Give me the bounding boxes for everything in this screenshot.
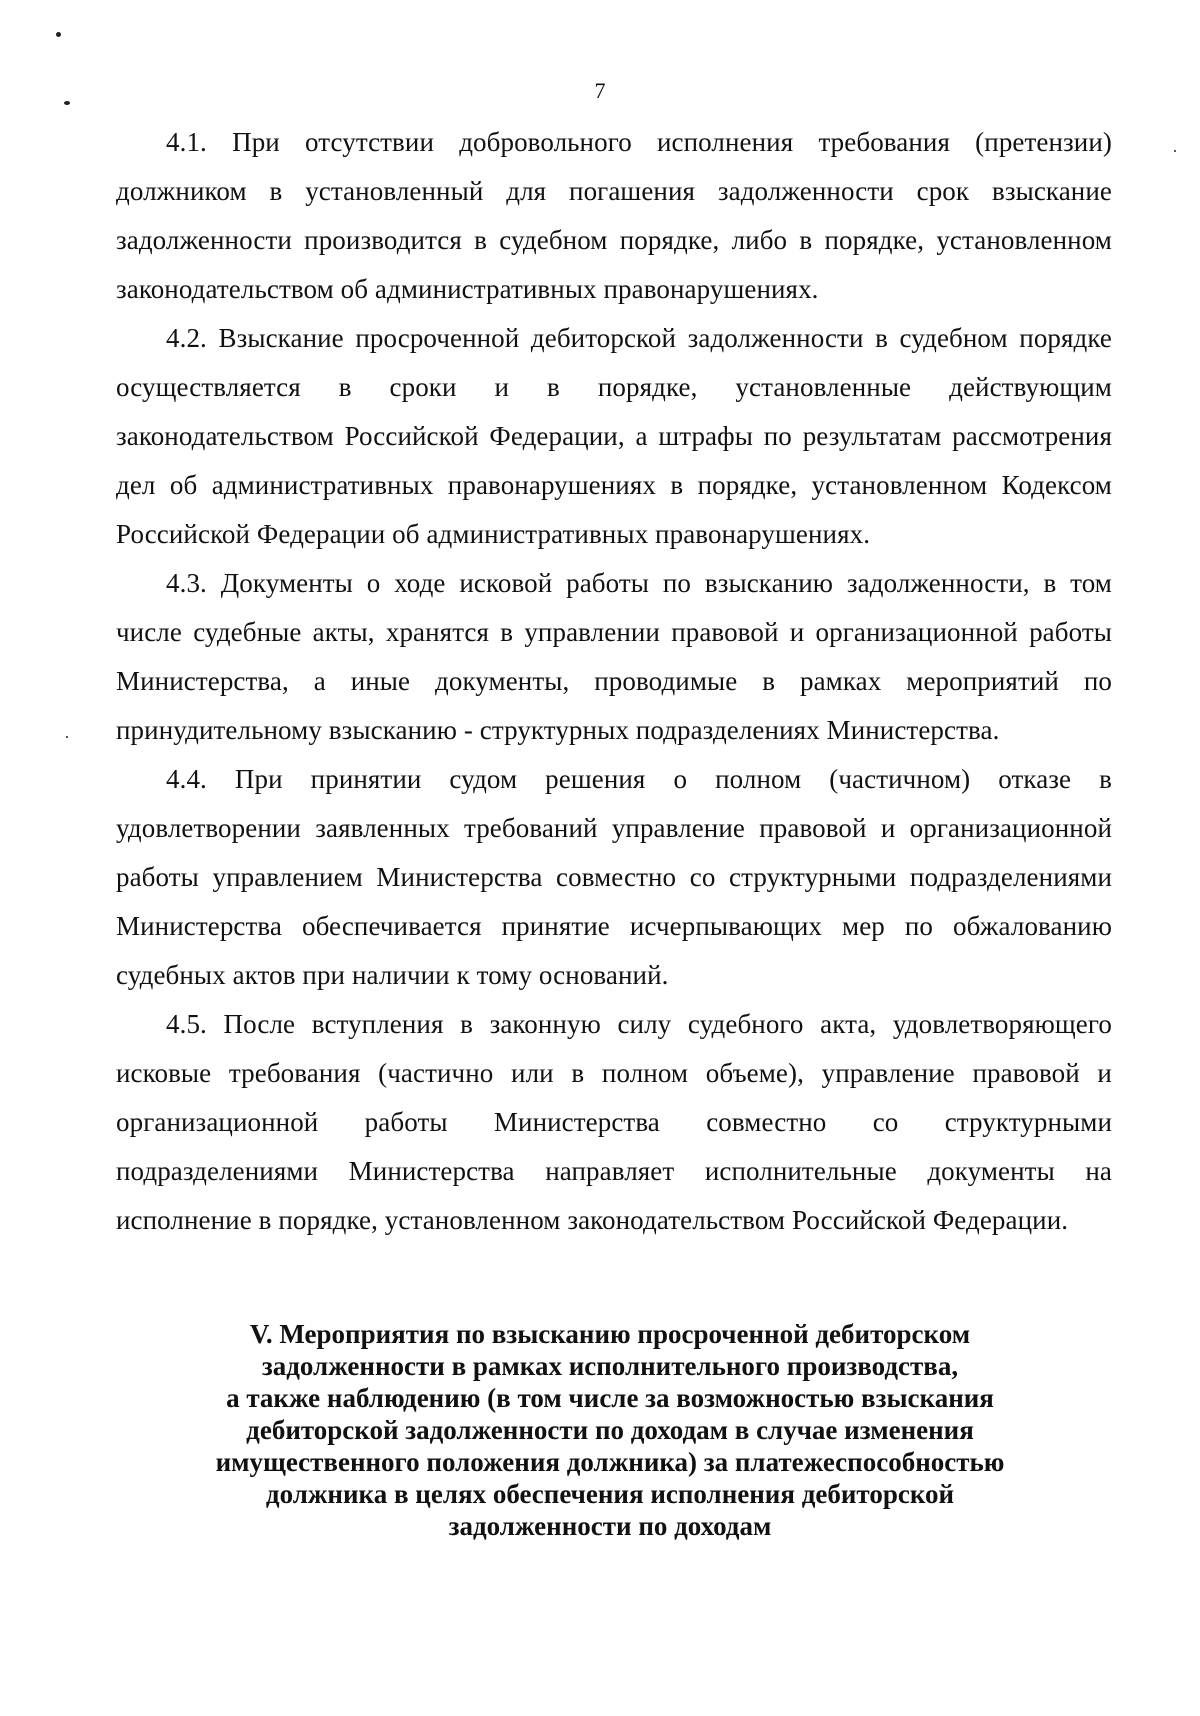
body-text: [116, 118, 1112, 1245]
scan-speck: [66, 736, 68, 738]
paragraph-4-4: 4.4. При принятии судом решения о полном (частичном) отказе в удовлетворении заявленных требований управление правовой и организационной работы управлением Министерства совместно со структурными подразделениями Министерства обеспечивается принятие исчерпывающих мер по обжалованию судебных актов при наличии к тому оснований.: [116, 764, 1112, 990]
scan-speck: [56, 32, 61, 37]
paragraph-4-5: 4.5. После вступления в законную силу судебного акта, удовлетворяющего исковые требования (частично или в полном объеме), управление правовой и организационной работы Министерства совместно со структурными подразделениями Министерства направляет исполнительные документы на исполнение в порядке, установленном законодательством Российской Федерации.: [116, 1009, 1112, 1235]
page-number: 7: [594, 78, 606, 103]
section-heading-line: а также наблюдению (в том числе за возможностью взыскания: [226, 1383, 994, 1413]
paragraph-4-1: 4.1. При отсутствии добровольного исполнения требования (претензии) должником в установленный для погашения задолженности срок взыскание задолженности производится в судебном порядке, либо в порядке, установленном законодательством об административных правонарушениях.: [116, 127, 1112, 304]
paragraph-4-2: 4.2. Взыскание просроченной дебиторской задолженности в судебном порядке осуществляется в сроки и в порядке, установленные действующим законодательством Российской Федерации, а штрафы по результатам рассмотрения дел об административных правонарушениях в порядке, установленном Кодексом Российской Федерации об административных правонарушениях.: [116, 323, 1112, 549]
section-heading-line: задолженности в рамках исполнительного производства,: [261, 1351, 959, 1381]
section-heading-line: дебиторской задолженности по доходам в случае изменения: [246, 1415, 974, 1445]
scan-speck: [1174, 150, 1176, 152]
section-heading: [160, 1318, 1060, 1542]
paragraph-4-3: 4.3. Документы о ходе исковой работы по взысканию задолженности, в том числе судебные акты, хранятся в управлении правовой и организационной работы Министерства, а иные документы, проводимые в рамках мероприятий по принудительному взысканию - структурных подразделениях Министерства.: [116, 568, 1112, 745]
section-heading-line: должника в целях обеспечения исполнения дебиторской: [265, 1479, 955, 1509]
section-heading-line: V. Мероприятия по взысканию просроченной дебиторском: [249, 1319, 971, 1349]
section-heading-line: задолженности по доходам: [448, 1511, 772, 1541]
section-heading-line: имущественного положения должника) за платежеспособностью: [215, 1447, 1005, 1477]
